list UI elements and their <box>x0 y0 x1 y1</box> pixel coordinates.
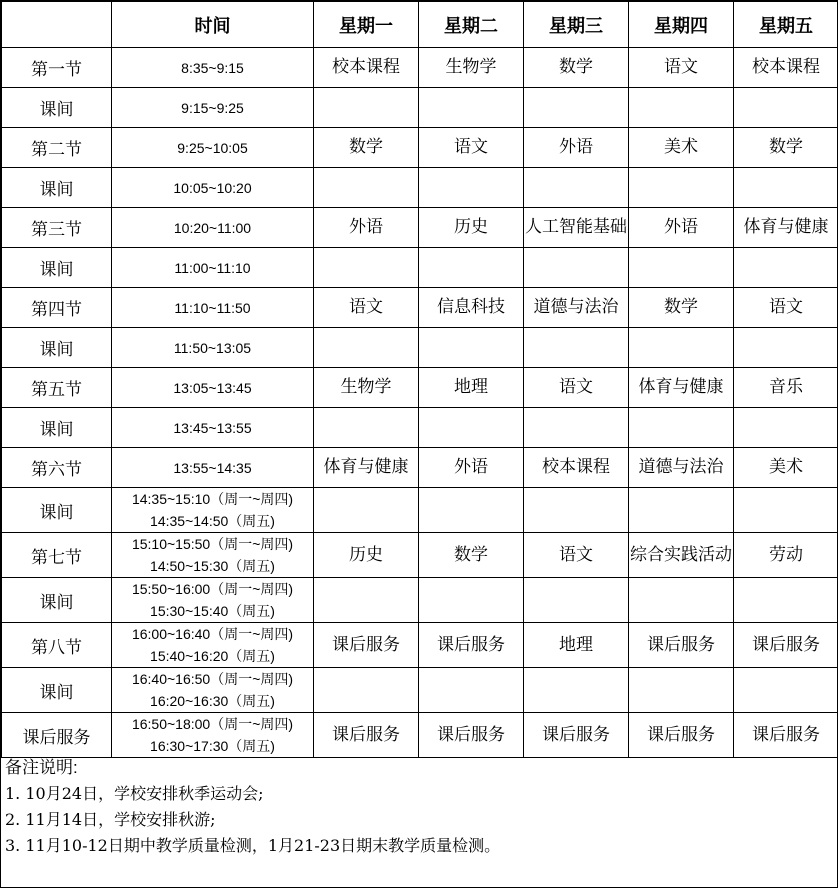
time-cell <box>112 128 314 168</box>
subject-cell: 外语 <box>419 448 524 488</box>
subject-cell: 语文 <box>524 368 629 408</box>
time-text: 14:35~14:50（周五) <box>150 513 275 529</box>
time-text: 11:10~11:50 <box>174 299 251 316</box>
header-row <box>2 2 838 48</box>
subject-cell <box>314 668 419 713</box>
time-text: 16:30~17:30（周五) <box>150 738 275 754</box>
subject-cell: 数学 <box>524 48 629 88</box>
subject-cell: 校本课程 <box>524 448 629 488</box>
time-text: 8:35~9:15 <box>181 59 244 76</box>
time-header: 时间 <box>112 2 314 48</box>
time-cell <box>112 578 314 623</box>
remark-item: 3. 11月10-12日期中教学质量检测，1月21-23日期末教学质量检测。 <box>5 836 501 855</box>
time-text: 16:20~16:30（周五) <box>150 693 275 709</box>
time-text: 10:20~11:00 <box>173 219 252 236</box>
period-row <box>2 368 838 408</box>
time-text: 9:25~10:05 <box>177 139 248 156</box>
subject-cell <box>314 408 419 448</box>
subject-cell: 课后服务 <box>734 713 838 758</box>
subject-cell <box>734 488 838 533</box>
subject-cell: 信息科技 <box>419 288 524 328</box>
period-cell: 第七节 <box>2 533 112 578</box>
subject-cell <box>734 88 838 128</box>
time-cell <box>112 668 314 713</box>
subject-cell <box>419 408 524 448</box>
time-cell <box>112 48 314 88</box>
time-cell <box>112 623 314 668</box>
subject-cell: 人工智能基础 <box>524 208 629 248</box>
subject-cell: 生物学 <box>314 368 419 408</box>
period-cell: 课间 <box>2 578 112 623</box>
subject-cell: 校本课程 <box>734 48 838 88</box>
timetable <box>1 1 838 758</box>
subject-cell <box>524 408 629 448</box>
time-cell <box>112 328 314 368</box>
subject-cell: 语文 <box>524 533 629 578</box>
period-row <box>2 208 838 248</box>
time-cell <box>112 208 314 248</box>
period-row <box>2 288 838 328</box>
time-cell <box>112 168 314 208</box>
subject-cell <box>524 578 629 623</box>
day-header-mon: 星期一 <box>314 2 419 48</box>
subject-cell <box>524 248 629 288</box>
subject-cell: 地理 <box>419 368 524 408</box>
subject-cell <box>419 668 524 713</box>
subject-cell: 美术 <box>734 448 838 488</box>
period-row <box>2 48 838 88</box>
subject-cell <box>419 88 524 128</box>
period-cell: 课间 <box>2 168 112 208</box>
time-cell <box>112 408 314 448</box>
subject-cell <box>314 248 419 288</box>
subject-cell <box>524 668 629 713</box>
period-cell: 课间 <box>2 408 112 448</box>
break-row <box>2 578 838 623</box>
time-text: 15:30~15:40（周五) <box>150 603 275 619</box>
time-text: 15:50~16:00（周一~周四) <box>131 581 294 597</box>
subject-cell: 语文 <box>629 48 734 88</box>
subject-cell: 课后服务 <box>314 623 419 668</box>
subject-cell <box>419 488 524 533</box>
subject-cell: 语文 <box>314 288 419 328</box>
subject-cell: 课后服务 <box>419 623 524 668</box>
time-cell <box>112 488 314 533</box>
break-row <box>2 488 838 533</box>
subject-cell: 道德与法治 <box>524 288 629 328</box>
subject-cell <box>734 668 838 713</box>
time-text: 14:35~15:10（周一~周四) <box>131 491 294 507</box>
time-cell <box>112 288 314 328</box>
subject-cell: 课后服务 <box>629 713 734 758</box>
period-cell: 课间 <box>2 668 112 713</box>
time-cell <box>112 533 314 578</box>
subject-cell: 数学 <box>629 288 734 328</box>
subject-cell: 劳动 <box>734 533 838 578</box>
period-cell: 第三节 <box>2 208 112 248</box>
break-row <box>2 88 838 128</box>
break-row <box>2 328 838 368</box>
day-header-thu: 星期四 <box>629 2 734 48</box>
time-text: 11:50~13:05 <box>173 339 252 356</box>
subject-cell: 外语 <box>629 208 734 248</box>
subject-cell: 历史 <box>314 533 419 578</box>
subject-cell <box>734 168 838 208</box>
time-cell <box>112 88 314 128</box>
subject-cell: 校本课程 <box>314 48 419 88</box>
period-cell: 第四节 <box>2 288 112 328</box>
corner-cell <box>2 2 112 48</box>
subject-cell <box>734 328 838 368</box>
subject-cell: 课后服务 <box>524 713 629 758</box>
subject-cell <box>629 488 734 533</box>
break-row <box>2 168 838 208</box>
period-cell: 课后服务 <box>2 713 112 758</box>
subject-cell: 生物学 <box>419 48 524 88</box>
subject-cell: 语文 <box>419 128 524 168</box>
time-cell <box>112 448 314 488</box>
subject-cell <box>734 408 838 448</box>
subject-cell: 课后服务 <box>314 713 419 758</box>
day-header-fri: 星期五 <box>734 2 838 48</box>
subject-cell <box>314 328 419 368</box>
subject-cell <box>419 168 524 208</box>
day-header-wed: 星期三 <box>524 2 629 48</box>
period-cell: 第二节 <box>2 128 112 168</box>
subject-cell <box>314 88 419 128</box>
subject-cell <box>734 578 838 623</box>
subject-cell <box>419 328 524 368</box>
break-row <box>2 668 838 713</box>
subject-cell <box>314 578 419 623</box>
subject-cell <box>629 408 734 448</box>
subject-cell <box>314 168 419 208</box>
subject-cell: 道德与法治 <box>629 448 734 488</box>
subject-cell <box>734 248 838 288</box>
subject-cell <box>629 88 734 128</box>
subject-cell: 数学 <box>314 128 419 168</box>
time-text: 10:05~10:20 <box>173 179 252 196</box>
time-text: 14:50~15:30（周五) <box>150 558 275 574</box>
subject-cell <box>419 248 524 288</box>
subject-cell: 体育与健康 <box>314 448 419 488</box>
time-text: 9:15~9:25 <box>181 99 244 116</box>
time-text: 16:50~18:00（周一~周四) <box>131 716 294 732</box>
subject-cell: 音乐 <box>734 368 838 408</box>
time-text: 13:45~13:55 <box>173 419 252 436</box>
subject-cell: 课后服务 <box>629 623 734 668</box>
subject-cell <box>629 168 734 208</box>
period-cell: 第六节 <box>2 448 112 488</box>
subject-cell <box>524 488 629 533</box>
period-cell: 课间 <box>2 88 112 128</box>
subject-cell: 外语 <box>314 208 419 248</box>
subject-cell: 语文 <box>734 288 838 328</box>
subject-cell: 体育与健康 <box>734 208 838 248</box>
period-row <box>2 533 838 578</box>
period-row <box>2 128 838 168</box>
remark-item: 2. 11月14日，学校安排秋游; <box>5 810 216 829</box>
period-cell: 第五节 <box>2 368 112 408</box>
period-cell: 课间 <box>2 488 112 533</box>
break-row <box>2 408 838 448</box>
day-header-tue: 星期二 <box>419 2 524 48</box>
period-cell: 课间 <box>2 328 112 368</box>
period-cell: 第八节 <box>2 623 112 668</box>
subject-cell <box>629 668 734 713</box>
subject-cell: 外语 <box>524 128 629 168</box>
time-text: 15:40~16:20（周五) <box>150 648 275 664</box>
subject-cell: 体育与健康 <box>629 368 734 408</box>
remarks-title: 备注说明: <box>5 758 78 777</box>
subject-cell: 课后服务 <box>419 713 524 758</box>
subject-cell <box>419 578 524 623</box>
subject-cell: 课后服务 <box>734 623 838 668</box>
time-text: 16:40~16:50（周一~周四) <box>131 671 294 687</box>
time-cell <box>112 368 314 408</box>
time-text: 13:05~13:45 <box>173 379 252 396</box>
subject-cell: 数学 <box>734 128 838 168</box>
time-text: 16:00~16:40（周一~周四) <box>131 626 294 642</box>
subject-cell: 历史 <box>419 208 524 248</box>
subject-cell <box>629 328 734 368</box>
subject-cell <box>524 88 629 128</box>
subject-cell: 数学 <box>419 533 524 578</box>
time-text: 13:55~14:35 <box>173 459 252 476</box>
subject-cell <box>524 328 629 368</box>
time-text: 15:10~15:50（周一~周四) <box>131 536 294 552</box>
subject-cell <box>314 488 419 533</box>
remarks <box>1 751 837 887</box>
time-cell <box>112 248 314 288</box>
subject-cell: 地理 <box>524 623 629 668</box>
period-cell: 课间 <box>2 248 112 288</box>
period-row <box>2 623 838 668</box>
remark-item: 1. 10月24日，学校安排秋季运动会; <box>5 784 264 803</box>
break-row <box>2 248 838 288</box>
period-cell: 第一节 <box>2 48 112 88</box>
subject-cell <box>629 248 734 288</box>
time-text: 11:00~11:10 <box>174 259 251 276</box>
subject-cell <box>524 168 629 208</box>
subject-cell <box>629 578 734 623</box>
period-row <box>2 448 838 488</box>
subject-cell: 综合实践活动 <box>629 533 734 578</box>
subject-cell: 美术 <box>629 128 734 168</box>
